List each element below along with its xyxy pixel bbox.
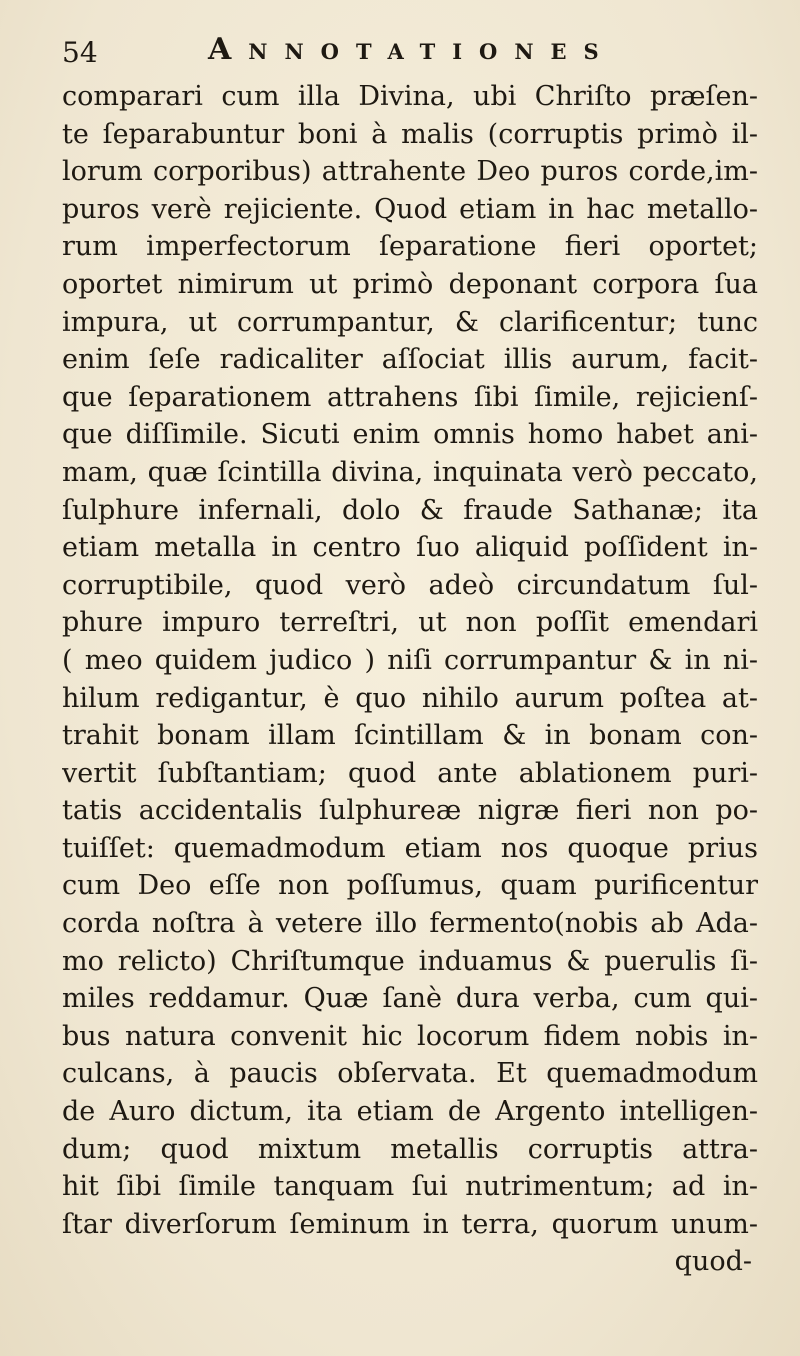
- text-line: corruptibile, quod verò adeò circundatum ſul-: [62, 569, 758, 601]
- running-head: Annotationes: [208, 32, 616, 67]
- text-line: rum imperfectorum ſeparatione fieri oportet;: [62, 231, 758, 263]
- text-line: ſtar diverſorum ſeminum in terra, quorum unum-: [62, 1208, 758, 1240]
- text-line: enim ſeſe radicaliter aſſociat illis aurum, facit-: [62, 344, 758, 376]
- text-line: hit ſibi ſimile tanquam ſui nutrimentum; ad in-: [62, 1171, 758, 1203]
- text-line: tatis accidentalis ſulphureæ nigræ fieri non po-: [62, 795, 758, 827]
- text-line: te ſeparabuntur boni à malis (corruptis primò il-: [62, 118, 758, 150]
- text-line: miles reddamur. Quæ ſanè dura verba, cum qui-: [62, 983, 758, 1015]
- text-line: tuiſſet: quemadmodum etiam nos quoque prius: [62, 832, 758, 864]
- text-line: mo relicto) Chriſtumque induamus & puerulis ſi-: [62, 945, 758, 977]
- text-line: corda noſtra à vetere illo fermento(nobis ab Ada-: [62, 908, 758, 940]
- text-line: puros verè rejiciente. Quod etiam in hac metallo-: [62, 193, 758, 225]
- text-line: oportet nimirum ut primò deponant corpora ſua: [62, 268, 758, 300]
- text-line: ſulphure infernali, dolo & fraude Sathanæ; ita: [62, 494, 758, 526]
- text-line: etiam metalla in centro ſuo aliquid poſſident in-: [62, 532, 758, 564]
- text-line: culcans, à paucis obſervata. Et quemadmodum: [62, 1058, 758, 1090]
- text-line: bus natura convenit hic locorum fidem nobis in-: [62, 1020, 758, 1052]
- text-line: hilum redigantur, è quo nihilo aurum poſtea at-: [62, 682, 758, 714]
- text-line: dum; quod mixtum metallis corruptis attra-: [62, 1133, 758, 1165]
- text-line: trahit bonam illam ſcintillam & in bonam con-: [62, 720, 758, 752]
- body-text: [62, 78, 758, 1281]
- text-line: que ſeparationem attrahens ſibi ſimile, rejicienſ-: [62, 381, 758, 413]
- text-line: ( meo quidem judico ) niſi corrumpantur & in ni-: [62, 644, 758, 676]
- page-header: [62, 32, 760, 72]
- text-line: vertit ſubſtantiam; quod ante ablationem puri-: [62, 757, 758, 789]
- text-line: impura, ut corrumpantur, & clarificentur; tunc: [62, 306, 758, 338]
- text-line: lorum corporibus) attrahente Deo puros corde,im-: [62, 156, 758, 188]
- text-line: cum Deo eſſe non poſſumus, quam purificentur: [62, 870, 758, 902]
- text-line: mam, quæ ſcintilla divina, inquinata verò peccato,: [62, 456, 758, 488]
- text-line: que diſſimile. Sicuti enim omnis homo habet ani-: [62, 419, 758, 451]
- catchword: quod-: [674, 1246, 752, 1278]
- page-number: 54: [62, 36, 98, 69]
- text-line: comparari cum illa Divina, ubi Chriſto præſen-: [62, 81, 758, 112]
- text-line: de Auro dictum, ita etiam de Argento intelligen-: [62, 1096, 758, 1128]
- text-line: phure impuro terreſtri, ut non poſſit emendari: [62, 607, 758, 639]
